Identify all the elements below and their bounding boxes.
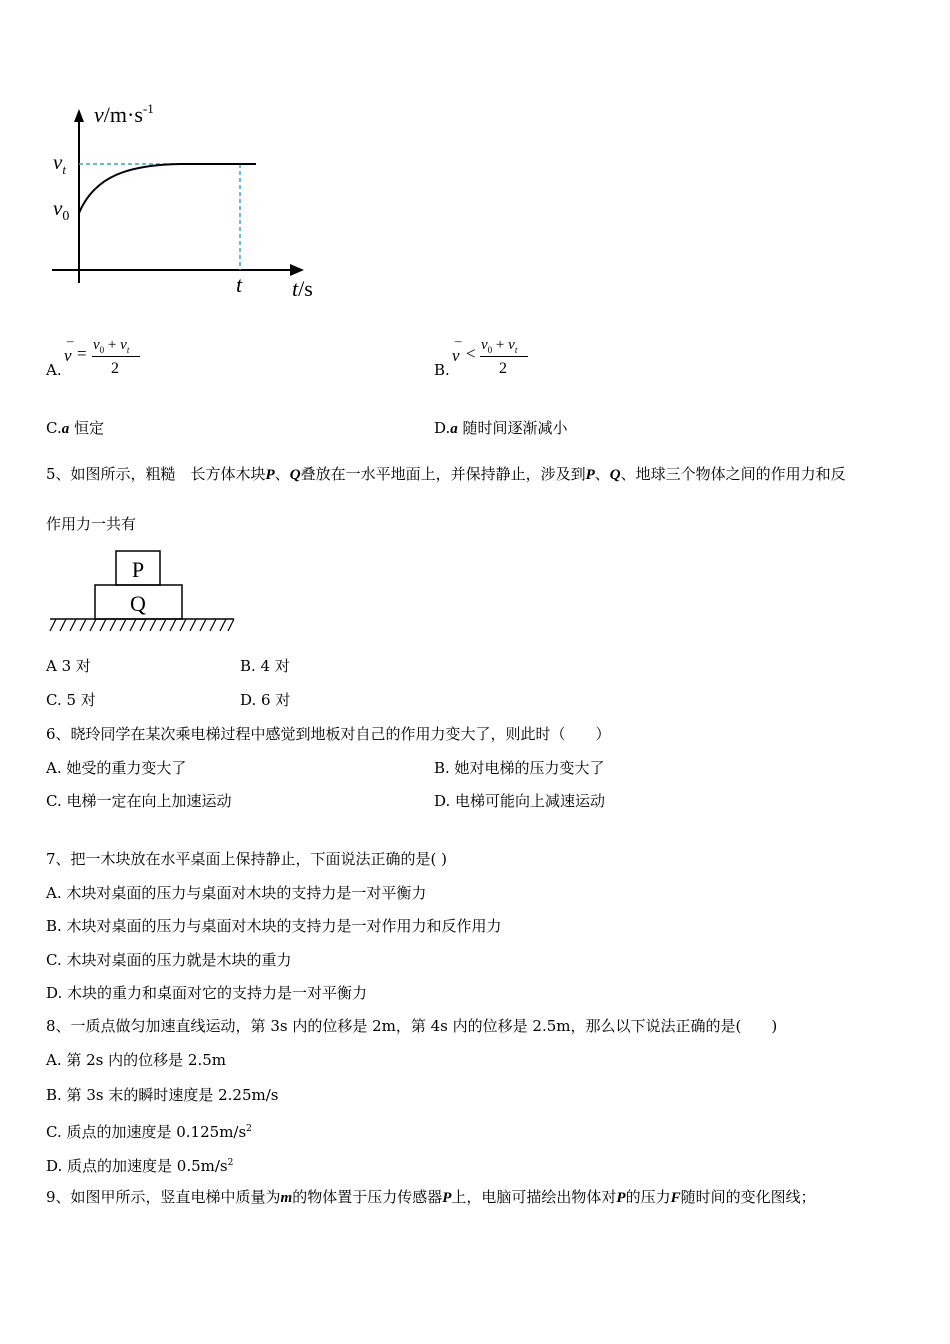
q7-stem: 7、把一木块放在水平桌面上保持静止，下面说法正确的是( ) (46, 850, 448, 868)
q8-option-c: C. 质点的加速度是 $0.125m/s^2$ (46, 1123, 252, 1141)
block-p-label: P (131, 557, 145, 582)
q4-option-d-var: a (450, 421, 458, 437)
q8-option-b: B. 第 3s 末的瞬时速度是 2.25m/s (46, 1086, 279, 1104)
q5-option-d: D. 6 对 (240, 691, 291, 709)
q4-b-denominator: 2 (499, 360, 507, 377)
q4-option-c-label: C. (46, 419, 62, 437)
q6-option-c: C. 电梯一定在向上加速运动 (46, 792, 232, 810)
x-axis-label: t/s (292, 276, 313, 301)
q4-option-d (434, 418, 568, 439)
block-q-label: Q (130, 591, 146, 616)
q6-stem: 6、晓玲同学在某次乘电梯过程中感觉到地板对自己的作用力变大了，则此时（ ） (46, 725, 611, 743)
q6-option-b: B. 她对电梯的压力变大了 (434, 759, 605, 777)
q8-stem: 8、一质点做匀加速直线运动，第 3s 内的位移是 2m，第 4s 内的位移是 2.5m，那么以下说法正确的是( ) (46, 1017, 778, 1035)
q4-option-c-text: 恒定 (74, 419, 105, 437)
q4-a-lhs: v (64, 346, 72, 365)
q4-option-a-label: A. (46, 361, 62, 379)
q4-a-bar: – (67, 333, 74, 348)
q9-stem: 9、如图甲所示，竖直电梯中质量为m的物体置于压力传感器P上，电脑可描绘出物体对P的压力F随时间的变化图线； (46, 1188, 816, 1206)
q4-a-op: = (77, 344, 87, 363)
q4-a-denominator: 2 (111, 360, 119, 377)
t-tick-label: t (236, 272, 243, 297)
q8-option-a: A. 第 2s 内的位移是 2.5m (46, 1051, 226, 1069)
q4-a-numerator: $v_0 + v_t$ (93, 337, 130, 355)
q4-option-c-var: a (61, 421, 70, 437)
q5-option-c: C. 5 对 (46, 691, 96, 709)
q4-b-bar: – (455, 333, 462, 348)
q8-option-d: D. 质点的加速度是 $0.5m/s^2$ (46, 1157, 234, 1175)
q5-stem-line2: 作用力一共有 (46, 515, 137, 533)
v0-label: $v_0$ (53, 196, 70, 224)
q4-a-fraction-bar (92, 356, 140, 357)
q4-option-b-label: B. (434, 361, 450, 379)
q4-option-d-label: D. (434, 419, 451, 437)
vt-label: $v_t$ (53, 150, 66, 177)
q4-b-fraction-bar (480, 356, 528, 357)
blocks-figure (46, 548, 238, 638)
q6-option-d: D. 电梯可能向上减速运动 (434, 792, 606, 810)
x-axis-arrow (290, 264, 304, 276)
q5-option-b: B. 4 对 (240, 657, 290, 675)
ground-hatching (50, 619, 234, 631)
q7-option-c: C. 木块对桌面的压力就是木块的重力 (46, 951, 292, 969)
velocity-curve (79, 164, 256, 213)
q7-option-d: D. 木块的重力和桌面对它的支持力是一对平衡力 (46, 984, 368, 1002)
q5-option-a: A 3 对 (46, 657, 91, 675)
q7-option-b: B. 木块对桌面的压力与桌面对木块的支持力是一对作用力和反作用力 (46, 917, 502, 935)
q5-stem-line1: 5、如图所示，粗糙 长方体木块P、Q叠放在一水平地面上，并保持静止，涉及到P、Q、地球三个物体之间的作用力和反 (46, 465, 846, 483)
q6-option-a: A. 她受的重力变大了 (46, 759, 187, 777)
q7-option-a: A. 木块对桌面的压力与桌面对木块的支持力是一对平衡力 (46, 884, 427, 902)
q4-b-numerator: $v_0 + v_t$ (481, 337, 518, 355)
q4-b-op: < (466, 344, 476, 363)
y-axis-label: $v/m\cdot s^{-1}$ (94, 101, 154, 127)
q4-option-d-text: 随时间逐渐减小 (462, 419, 568, 437)
velocity-time-graph (40, 95, 330, 310)
q4-b-lhs: v (452, 346, 460, 365)
q4-option-c (46, 418, 104, 439)
y-axis-arrow (74, 109, 84, 122)
